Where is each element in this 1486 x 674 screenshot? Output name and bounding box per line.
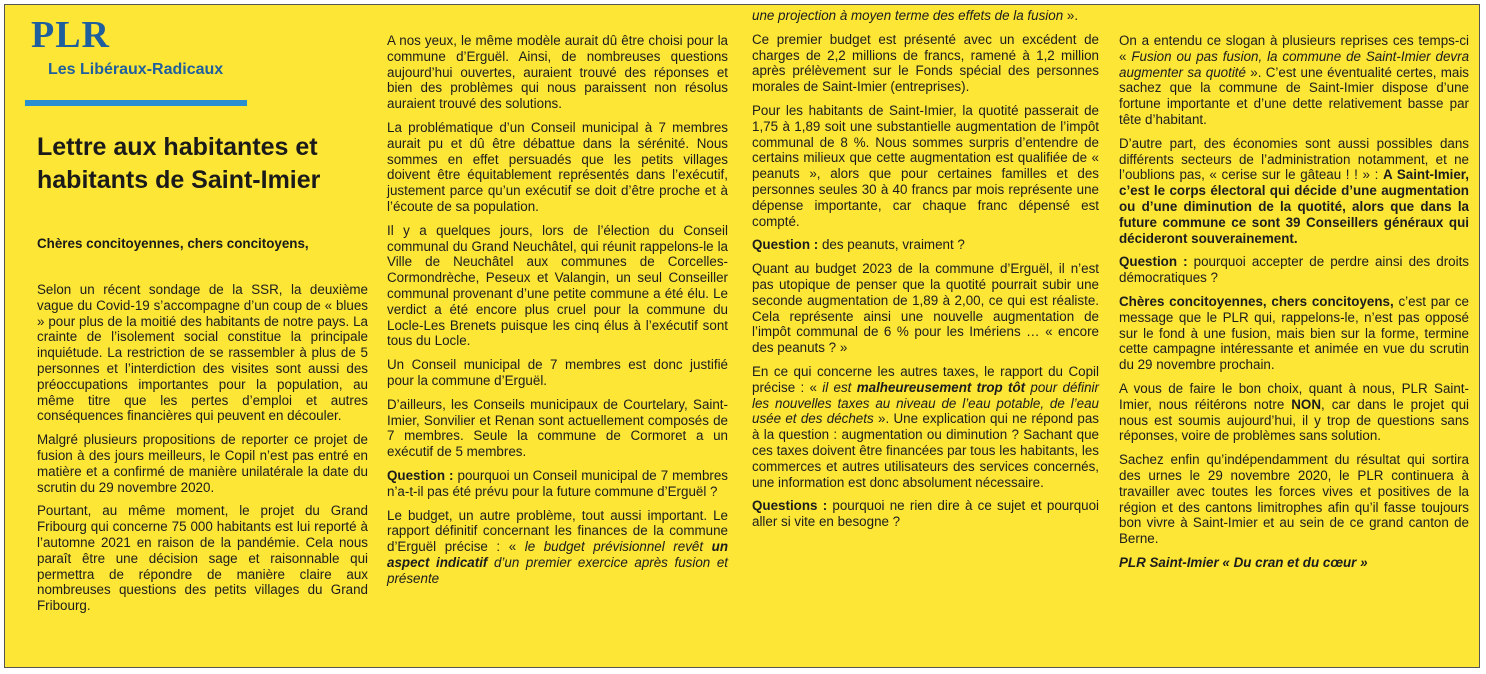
paragraph: Ce premier budget est présenté avec un excédent de charges de 2,2 millions de francs, ramené à 1,2 million après prélèvement sur le Fonds spécial des personnes morales de Saint-Imier (entreprises). bbox=[752, 31, 1099, 95]
quote-bold-italic: un aspect indicatif bbox=[387, 539, 728, 570]
text-run: D’autre part, des économies sont aussi possibles dans différents secteurs de l’administration notamment, et ne l’oublions pas, « cerise sur le gâteau ! ! » : bbox=[1119, 135, 1469, 183]
paragraph: La problématique d’un Conseil municipal à 7 membres aurait pu et dû être débattue dans la sérénité. Nous sommes en effet persuadés que les petits villages doivent être équitablement représentés dans l’exécutif, justement parce qu’un exécutif se doit d’être proche et à l’écoute de sa population. bbox=[387, 119, 728, 214]
logo-subtitle: Les Libéraux-Radicaux bbox=[48, 61, 224, 78]
question-paragraph bbox=[752, 498, 1099, 530]
paragraph bbox=[752, 364, 1099, 490]
column-1 bbox=[37, 282, 368, 622]
quote-italic: il est bbox=[822, 379, 857, 395]
text-run: On a entendu ce slogan à plusieurs reprises ces temps-ci « bbox=[1119, 33, 1469, 64]
question-paragraph bbox=[752, 237, 1099, 253]
article-headline: Lettre aux habitantes et habitants de Saint-Imier bbox=[37, 133, 321, 194]
text-run: ». C’est une éventualité certes, mais sachez que la commune de Saint-Imier dispose d’une fortune importante et d’une dette relativement basse par tête d’habitant. bbox=[1119, 64, 1469, 127]
quote-italic: le budget prévisionnel revêt bbox=[524, 539, 712, 555]
newspaper-page bbox=[4, 4, 1480, 668]
column-4 bbox=[1119, 33, 1469, 579]
paragraph: Pourtant, au même moment, le projet du Grand Fribourg qui concerne 75 000 habitants est lui reporté à l’automne 2021 en raison de la pandémie. Cela nous paraît être une décision sage et raisonnable qui permettra de répondre de manière claire aux nombreuses questions des petits villages du Grand Fribourg. bbox=[37, 503, 368, 614]
question-label: Question : bbox=[1119, 254, 1188, 270]
paragraph bbox=[1119, 381, 1469, 444]
question-paragraph bbox=[1119, 254, 1469, 286]
paragraph bbox=[1119, 33, 1469, 128]
quote-italic: Fusion ou pas fusion, la commune de Saint-Imier devra augmenter sa quotité bbox=[1119, 48, 1470, 80]
question-text: pourquoi un Conseil municipal de 7 membres n’a-t-il pas été prévu pour la future commune d’Erguël ? bbox=[387, 467, 728, 499]
bold-statement: A Saint-Imier, c’est le corps électoral qui décide d’une augmentation ou d’une diminution de la quotité, alors que dans la future commune ce sont 39 Conseillers généraux qui décideront souverainement. bbox=[1119, 167, 1470, 246]
question-paragraph bbox=[387, 468, 728, 500]
paragraph bbox=[1119, 294, 1469, 373]
paragraph: A nos yeux, le même modèle aurait dû être choisi pour la commune d’Erguël. Ainsi, de nombreuses questions aujourd’hui ouvertes, auraient trouvé des réponses et bien des problèmes qui nous paraissent non résolus auraient trouvé des solutions. bbox=[387, 33, 728, 112]
paragraph bbox=[387, 508, 728, 587]
paragraph: Un Conseil municipal de 7 membres est donc justifié pour la commune d’Erguël. bbox=[387, 357, 728, 388]
text-run: Le budget, un autre problème, tout aussi important. Le rapport définitif concernant les finances de la commune d’Erguël précise : « bbox=[387, 507, 728, 555]
question-label: Question : bbox=[752, 237, 819, 253]
quote-italic: pour définir les nouvelles taxes au niveau de l’eau potable, de l’eau usée et des déchets bbox=[752, 379, 1099, 427]
signature bbox=[1119, 555, 1469, 571]
bold-salutation: Chères concitoyennes, chers concitoyens, bbox=[1119, 293, 1394, 309]
question-label: Question : bbox=[387, 467, 454, 483]
logo-name: PLR bbox=[31, 14, 110, 56]
bold-non: NON bbox=[1291, 396, 1322, 412]
paragraph: Malgré plusieurs propositions de reporter ce projet de fusion à des jours meilleurs, le Copil n’est pas entré en matière et a confirmé de manière unilatérale la date du scrutin du 29 novembre 2020. bbox=[37, 432, 368, 495]
text-run: En ce qui concerne les autres taxes, le rapport du Copil précise : « bbox=[752, 363, 1099, 395]
text-run: ». bbox=[1063, 8, 1079, 23]
paragraph: Il y a quelques jours, lors de l’élection du Conseil communal du Grand Neuchâtel, qui réunit rappelons-le la Ville de Neuchâtel aux communes de Corcelles-Cormondrèche, Peseux et Valangin, un seul Conseiller communal provenant d’une petite commune a été élu. Le verdict a été encore plus cruel pour la commune du Locle-Les Brenets puisque les cinq élus à l’exécutif sont tous du Locle. bbox=[387, 222, 728, 349]
text-run: ». Une explication qui ne répond pas à la question : augmentation ou diminution ? Sachant que ces taxes doivent être financées par tous les habitants, les commerces et autres utilisateurs des services concernés, une information est donc absolument nécessaire. bbox=[752, 411, 1099, 490]
column-2 bbox=[387, 33, 728, 595]
salutation: Chères concitoyennes, chers concitoyens, bbox=[37, 236, 309, 251]
paragraph: Quant au budget 2023 de la commune d’Erguël, il n’est pas utopique de penser que la quotité pourrait subir une seconde augmentation de 1,89 à 2,00, ce qui est réaliste. Cela représente ainsi une nouvelle augmentation de l’impôt communal de 6 % pour les Imériens … « encore des peanuts ? » bbox=[752, 261, 1099, 356]
text-run: A vous de faire le bon choix, quant à nous, PLR Saint-Imier, nous réitérons notre bbox=[1119, 380, 1469, 412]
paragraph bbox=[1119, 136, 1469, 247]
quote-italic: une projection à moyen terme des effets de la fusion bbox=[752, 8, 1064, 23]
text-run: , car dans le projet qui nous est soumis aujourd’hui, il y trop de questions sans réponses, voire de problèmes sans solution. bbox=[1119, 396, 1470, 444]
quote-italic: d’un premier exercice après fusion et présente bbox=[387, 554, 728, 586]
question-text: pourquoi ne rien dire à ce sujet et pourquoi aller si vite en besogne ? bbox=[752, 498, 1100, 530]
text-run: c’est par ce message que le PLR qui, rappelons-le, n’est pas opposé sur le fond à une fusion, mais bien sur la forme, termine cette campagne intéressante et animée en vue du scrutin du 29 novembre prochain. bbox=[1119, 293, 1469, 373]
question-text: pourquoi accepter de perdre ainsi des droits démocratiques ? bbox=[1119, 254, 1469, 286]
paragraph: Selon un récent sondage de la SSR, la deuxième vague du Covid-19 s’accompagne d’un coup de « blues » pour plus de la moitié des habitants de notre pays. La crainte de l’isolement social constitue la principale inquiétude. La restriction de se rassembler à plus de 5 personnes et l’interdiction des visites sont aussi des préoccupations importantes pour la population, au même titre que les pertes d’emploi et autres conséquences financières qui peuvent en découler. bbox=[37, 282, 368, 424]
quote-bold-italic: malheureusement trop tôt bbox=[856, 379, 1026, 395]
paragraph bbox=[752, 8, 1099, 24]
paragraph: Pour les habitants de Saint-Imier, la quotité passerait de 1,75 à 1,89 soit une substantielle augmentation de l’impôt communal de 8 %. Nous sommes surpris d’entendre de certains milieux que cette augmentation est qualifiée de « peanuts », alors que pour certaines familles et des personnes seules 30 à 40 francs par mois représente une dépense importante, car chaque franc dépensé est compté. bbox=[752, 102, 1099, 229]
question-text: des peanuts, vraiment ? bbox=[818, 237, 965, 253]
plr-logo bbox=[31, 15, 223, 79]
paragraph: Sachez enfin qu’indépendamment du résultat qui sortira des urnes le 29 novembre 2020, le PLR continuera à travailler avec toutes les forces vives et positives de la région et des cantons limitrophes afin qu’il fasse toujours bon vivre à Saint-Imier et au sein de ce grand canton de Berne. bbox=[1119, 452, 1469, 547]
signature-text: PLR Saint-Imier « Du cran et du cœur » bbox=[1119, 554, 1368, 570]
logo-divider-bar bbox=[25, 100, 247, 106]
paragraph: D’ailleurs, les Conseils municipaux de Courtelary, Saint-Imier, Sonvilier et Renan sont actuellement composés de 7 membres. Seule la commune de Cormoret a un exécutif de 5 membres. bbox=[387, 396, 728, 460]
question-label: Questions : bbox=[752, 498, 828, 514]
column-3 bbox=[752, 8, 1100, 538]
